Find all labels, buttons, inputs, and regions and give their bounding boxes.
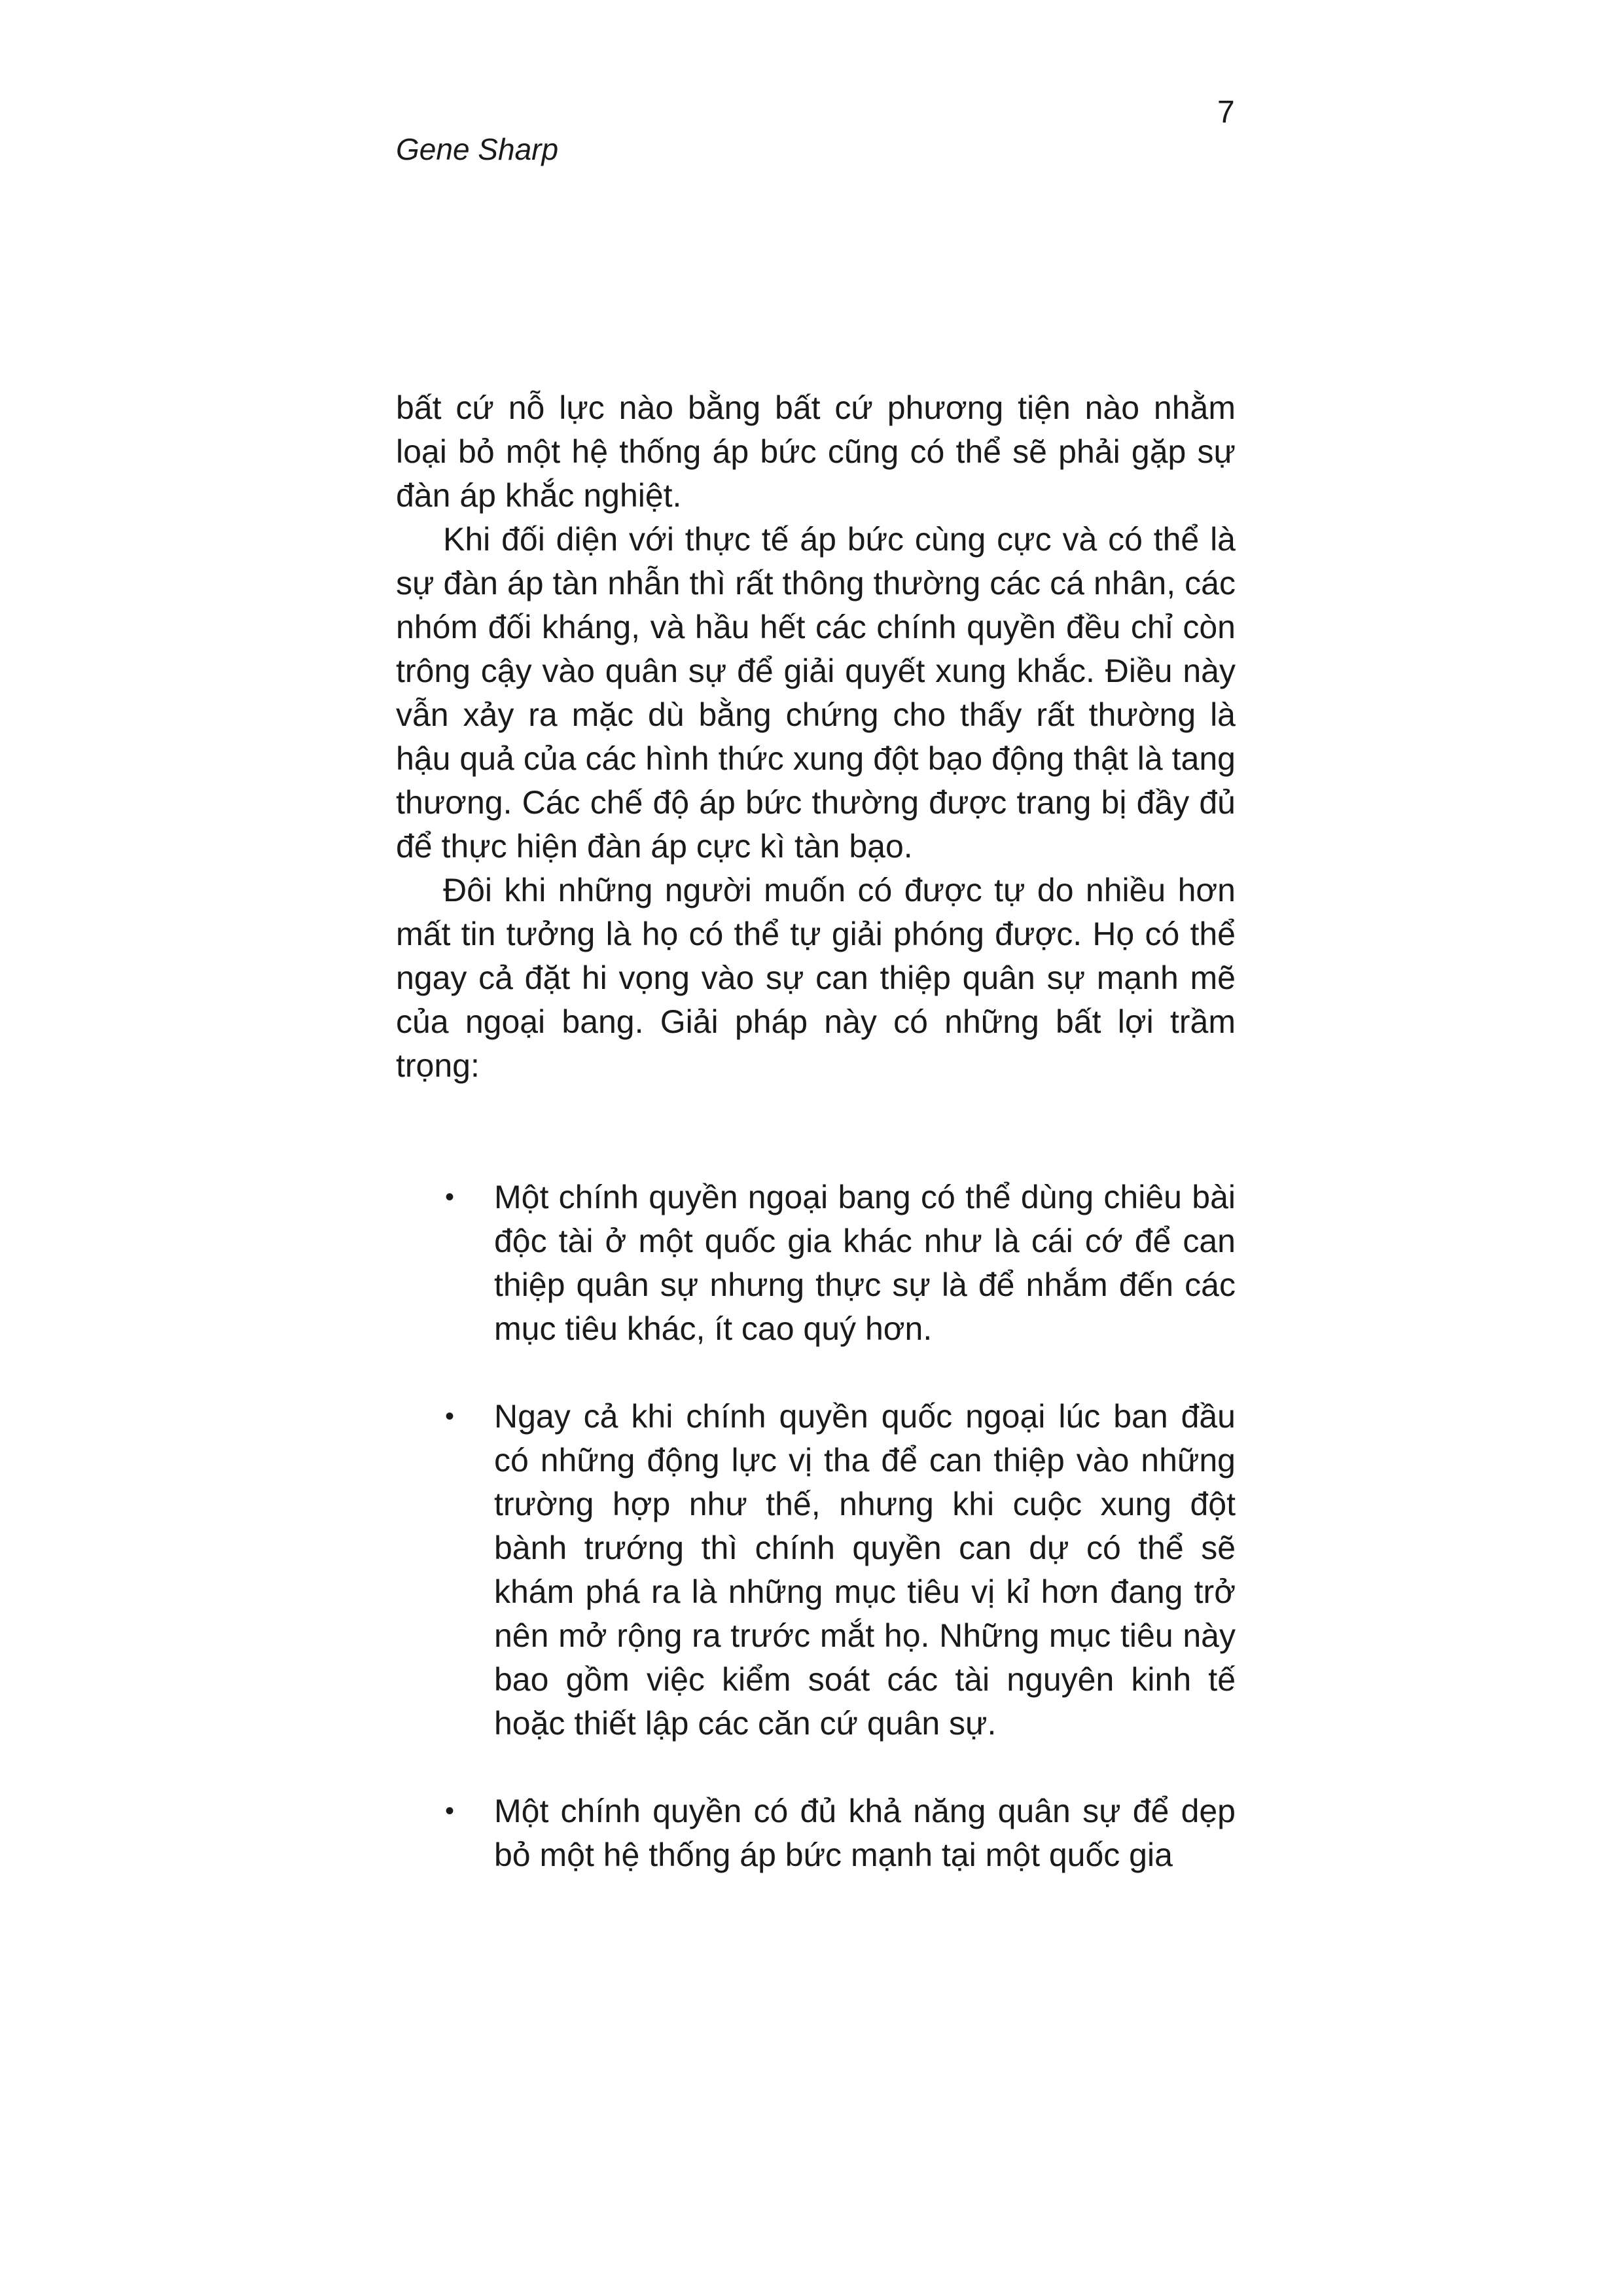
list-item bbox=[396, 1175, 1236, 1351]
list-item-text: Một chính quyền có đủ khả năng quân sự để dẹp bỏ một hệ thống áp bức mạnh tại một quốc gia bbox=[494, 1793, 1236, 1873]
paragraph-2: Khi đối diện với thực tế áp bức cùng cực và có thể là sự đàn áp tàn nhẫn thì rất thông thường các cá nhân, các nhóm đối kháng, và hầu hết các chính quyền đều chỉ còn trông cậy vào quân sự để giải quyết xung khắc. Điều này vẫn xảy ra mặc dù bằng chứng cho thấy rất thường là hậu quả của các hình thức xung đột bạo động thật là tang thương. Các chế độ áp bức thường được trang bị đầy đủ để thực hiện đàn áp cực kì tàn bạo. bbox=[396, 521, 1236, 865]
list-item bbox=[396, 1789, 1236, 1877]
bullet-list bbox=[396, 1175, 1236, 1877]
bullet-icon: • bbox=[445, 1183, 455, 1211]
paragraph-1: bất cứ nỗ lực nào bằng bất cứ phương tiện nào nhằm loại bỏ một hệ thống áp bức cũng có thể sẽ phải gặp sự đàn áp khắc nghiệt. bbox=[396, 389, 1236, 514]
page-number: 7 bbox=[1217, 95, 1235, 130]
body-text bbox=[396, 386, 1236, 1877]
bullet-icon: • bbox=[445, 1402, 455, 1431]
list-item bbox=[396, 1395, 1236, 1746]
paragraph-3: Đôi khi những người muốn có được tự do nhiều hơn mất tin tưởng là họ có thể tự giải phóng được. Họ có thể ngay cả đặt hi vọng vào sự can thiệp quân sự mạnh mẽ của ngoại bang. Giải pháp này có những bất lợi trầm trọng: bbox=[396, 872, 1236, 1084]
list-item-text: Ngay cả khi chính quyền quốc ngoại lúc ban đầu có những động lực vị tha để can thiệp vào những trường hợp như thế, nhưng khi cuộc xung đột bành trướng thì chính quyền can dự có thể sẽ khám phá ra là những mục tiêu vị kỉ hơn đang trở nên mở rộng ra trước mắt họ. Những mục tiêu này bao gồm việc kiểm soát các tài nguyên kinh tế hoặc thiết lập các căn cứ quân sự. bbox=[494, 1398, 1236, 1742]
running-header: Gene Sharp bbox=[396, 132, 559, 166]
list-item-text: Một chính quyền ngoại bang có thể dùng chiêu bài độc tài ở một quốc gia khác như là cái cớ để can thiệp quân sự nhưng thực sự là để nhắm đến các mục tiêu khác, ít cao quý hơn. bbox=[494, 1179, 1236, 1347]
bullet-icon: • bbox=[445, 1797, 455, 1825]
